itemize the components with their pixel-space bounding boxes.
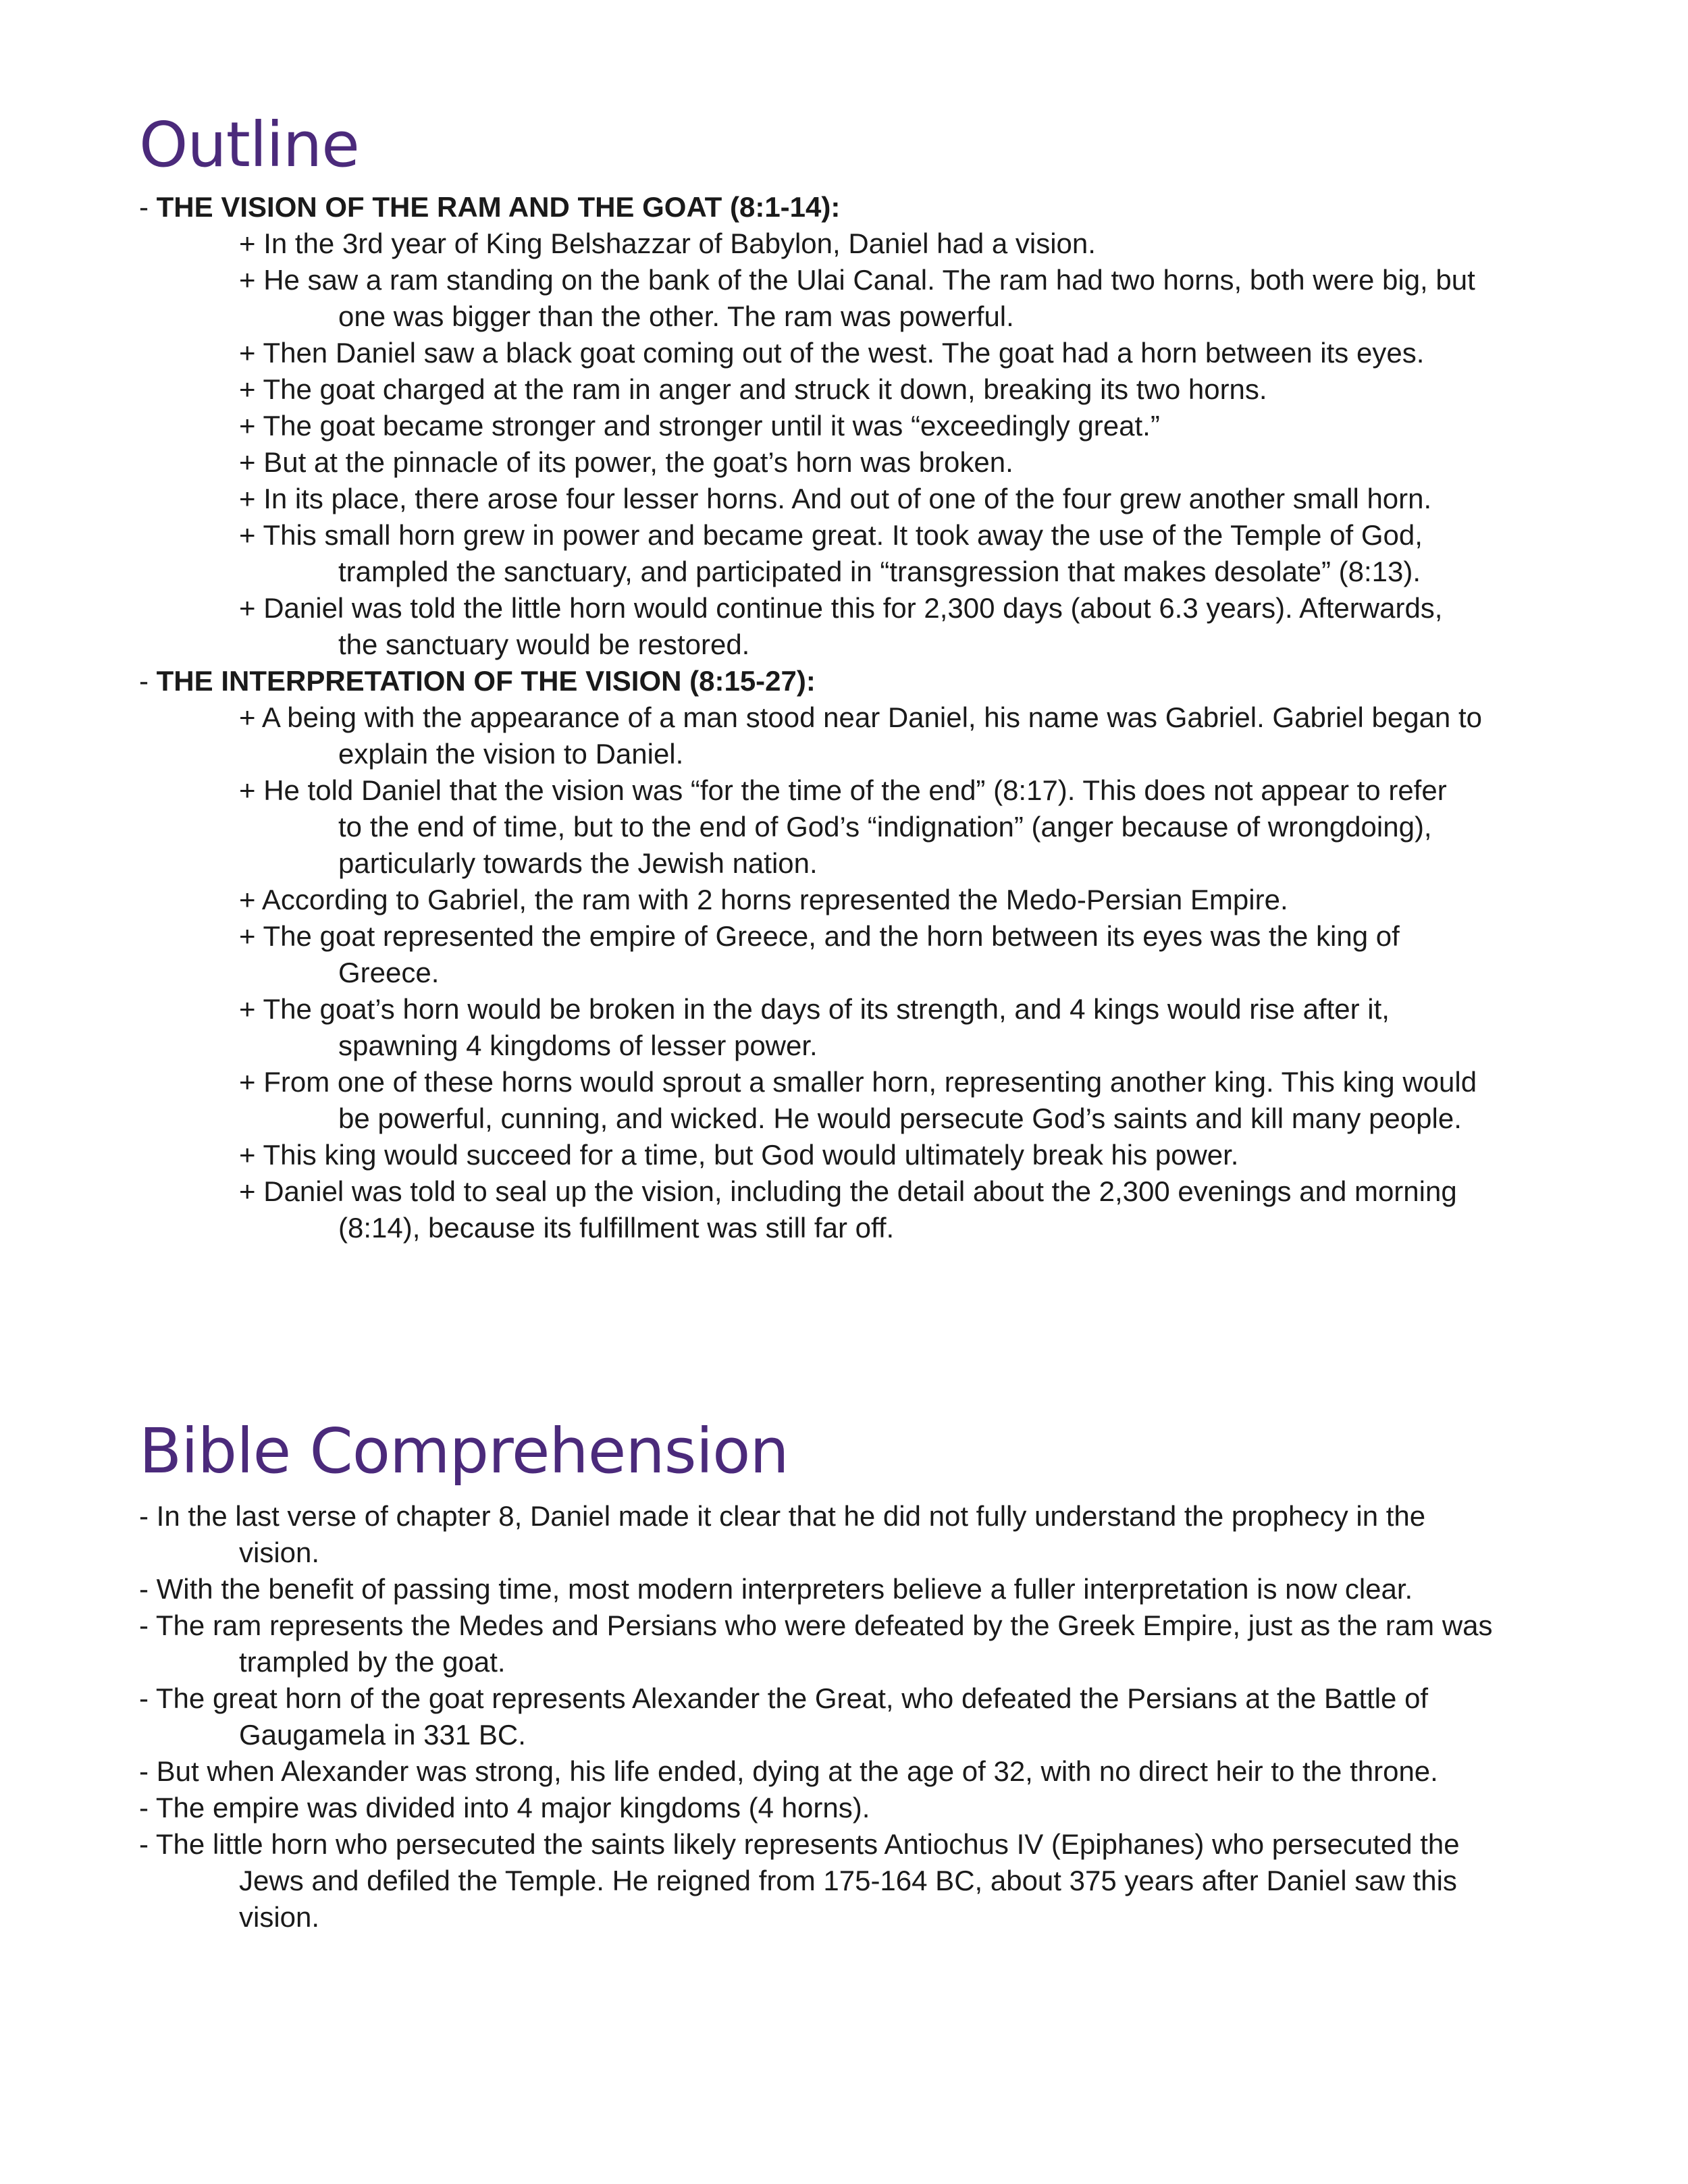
- list-item: + In its place, there arose four lesser horns. And out of one of the four grew another small horn.: [239, 483, 1432, 515]
- list-item: + The goat’s horn would be broken in the days of its strength, and 4 kings would rise after it, spawning 4 kingdoms of lesser power.: [239, 993, 1390, 1062]
- outline-group-heading: - THE VISION OF THE RAM AND THE GOAT (8:1-14):: [139, 191, 841, 223]
- list-item: + Daniel was told the little horn would continue this for 2,300 days (about 6.3 years). Afterwards, the sanctuary would be restored.: [239, 592, 1443, 661]
- bible-comprehension-section: [139, 1414, 1577, 1936]
- list-item: - The empire was divided into 4 major kingdoms (4 horns).: [139, 1792, 870, 1824]
- list-item: + The goat became stronger and stronger until it was “exceedingly great.”: [239, 410, 1160, 442]
- list-item: + The goat charged at the ram in anger and struck it down, breaking its two horns.: [239, 373, 1267, 406]
- list-item: - The ram represents the Medes and Persians who were defeated by the Greek Empire, just as the ram was trampled by the goat.: [139, 1609, 1493, 1678]
- list-item: - But when Alexander was strong, his life ended, dying at the age of 32, with no direct heir to the throne.: [139, 1755, 1438, 1788]
- list-item: + He saw a ram standing on the bank of the Ulai Canal. The ram had two horns, both were big, but one was bigger than the other. The ram was powerful.: [239, 264, 1475, 333]
- outline-sublist: [139, 699, 1577, 1246]
- list-item: - The great horn of the goat represents Alexander the Great, who defeated the Persians at the Battle of Gaugamela in 331 BC.: [139, 1682, 1429, 1751]
- comprehension-list: [139, 1498, 1577, 1936]
- outline-group-interpretation: [139, 663, 1577, 1246]
- list-item: + This king would succeed for a time, but God would ultimately break his power.: [239, 1139, 1239, 1171]
- list-item: + This small horn grew in power and became great. It took away the use of the Temple of God, trampled the sanctuary, and participated in “transgression that makes desolate” (8:13).: [239, 519, 1423, 588]
- outline-group-vision: [139, 189, 1577, 663]
- list-item: + He told Daniel that the vision was “for the time of the end” (8:17). This does not appear to refer to the end of time, but to the end of God’s “indignation” (anger because of wrongdoing), particularly towards the Jewish nation.: [239, 774, 1447, 880]
- list-item: + In the 3rd year of King Belshazzar of Babylon, Daniel had a vision.: [239, 228, 1096, 260]
- outline-sublist: [139, 225, 1577, 663]
- list-item: + A being with the appearance of a man stood near Daniel, his name was Gabriel. Gabriel began to explain the vision to Daniel.: [239, 701, 1482, 770]
- outline-section: [139, 108, 1577, 1246]
- list-item: - With the benefit of passing time, most modern interpreters believe a fuller interpretation is now clear.: [139, 1573, 1413, 1605]
- outline-group-heading: - THE INTERPRETATION OF THE VISION (8:15-27):: [139, 665, 816, 697]
- bible-comprehension-heading: Bible Comprehension: [139, 1415, 789, 1487]
- outline-heading: Outline: [139, 109, 359, 181]
- list-item: - In the last verse of chapter 8, Daniel made it clear that he did not fully understand the prophecy in the vision.: [139, 1500, 1426, 1569]
- list-item: + But at the pinnacle of its power, the goat’s horn was broken.: [239, 446, 1013, 479]
- list-item: + The goat represented the empire of Greece, and the horn between its eyes was the king of Greece.: [239, 920, 1400, 989]
- list-item: + From one of these horns would sprout a smaller horn, representing another king. This king would be powerful, cunning, and wicked. He would persecute God’s saints and kill many people.: [239, 1066, 1477, 1135]
- list-item: + Daniel was told to seal up the vision, including the detail about the 2,300 evenings and morning (8:14), because its fulfillment was still far off.: [239, 1175, 1457, 1244]
- list-item: - The little horn who persecuted the saints likely represents Antiochus IV (Epiphanes) who persecuted the Jews and defiled the Temple. He reigned from 175-164 BC, about 375 years after Daniel saw this vision.: [139, 1828, 1460, 1934]
- list-item: + According to Gabriel, the ram with 2 horns represented the Medo-Persian Empire.: [239, 884, 1288, 916]
- list-item: + Then Daniel saw a black goat coming out of the west. The goat had a horn between its eyes.: [239, 337, 1425, 369]
